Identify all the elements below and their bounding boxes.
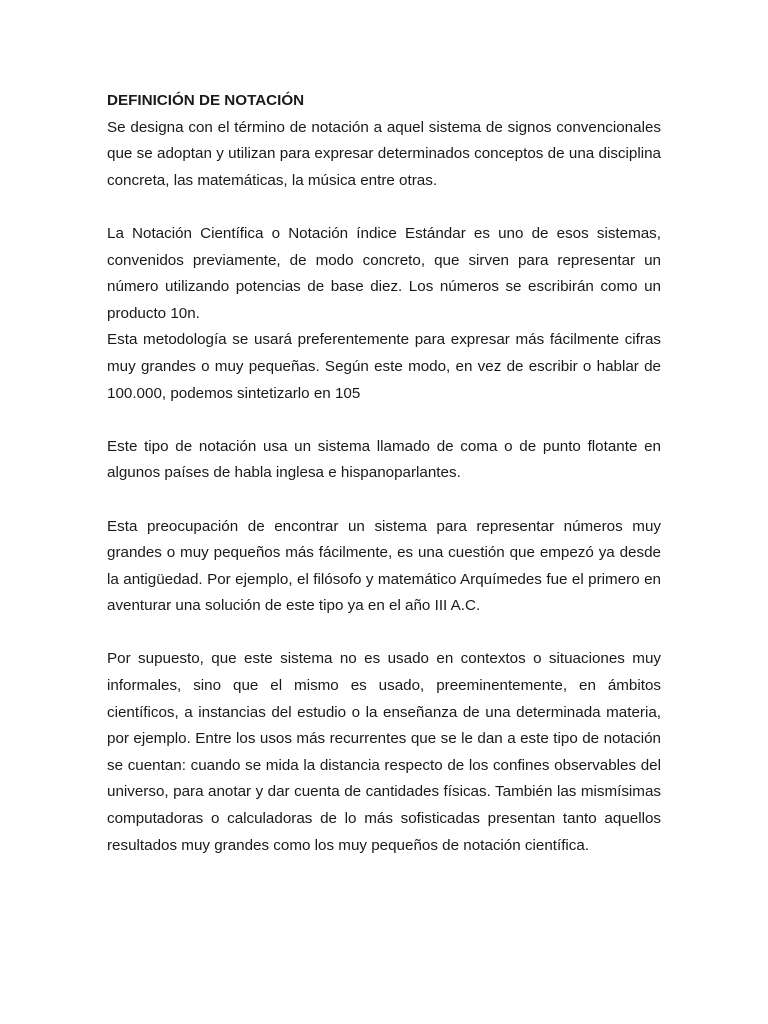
paragraph-spacer [107,407,661,434]
paragraph-uses: Por supuesto, que este sistema no es usado en contextos o situaciones muy informales, sino que el mismo es usado, preeminentemente, en ámbitos científicos, a instancias del estudio o la enseñanza de una determinada materia, por ejemplo. Entre los usos más recurrentes que se le dan a este tipo de notación se cuentan: cuando se mida la distancia respecto de los confines observables del universo, para anotar y dar cuenta de cantidades físicas. También las mismísimas computadoras o calculadoras de lo más sofisticadas presentan tanto aquellos resultados muy grandes como los muy pequeños de notación científica. [107,650,661,854]
paragraph-definition: Se designa con el término de notación a aquel sistema de signos convencionales que se adoptan y utilizan para expresar determinados conceptos de una disciplina concreta, las matemáticas, la música entre otras. [107,118,661,189]
paragraph-spacer [107,487,661,514]
paragraph-scientific-notation: La Notación Científica o Notación índice Estándar es uno de esos sistemas, convenidos previamente, de modo concreto, que sirven para representar un número utilizando potencias de base diez. Los números se escribirán como un producto 10n. [107,224,661,322]
document-title: DEFINICIÓN DE NOTACIÓN [107,92,305,109]
document-page [107,88,661,859]
paragraph-spacer [107,620,661,647]
paragraph-spacer [107,194,661,221]
paragraph-floating-point: Este tipo de notación usa un sistema llamado de coma o de punto flotante en algunos países de habla inglesa e hispanoparlantes. [107,437,661,482]
paragraph-history: Esta preocupación de encontrar un sistema para representar números muy grandes o muy pequeños más fácilmente, es una cuestión que empezó ya desde la antigüedad. Por ejemplo, el filósofo y matemático Arquímedes fue el primero en aventurar una solución de este tipo ya en el año III A.C. [107,517,661,615]
paragraph-methodology: Esta metodología se usará preferentemente para expresar más fácilmente cifras muy grandes o muy pequeñas. Según este modo, en vez de escribir o hablar de 100.000, podemos sintetizarlo en 105 [107,331,661,402]
